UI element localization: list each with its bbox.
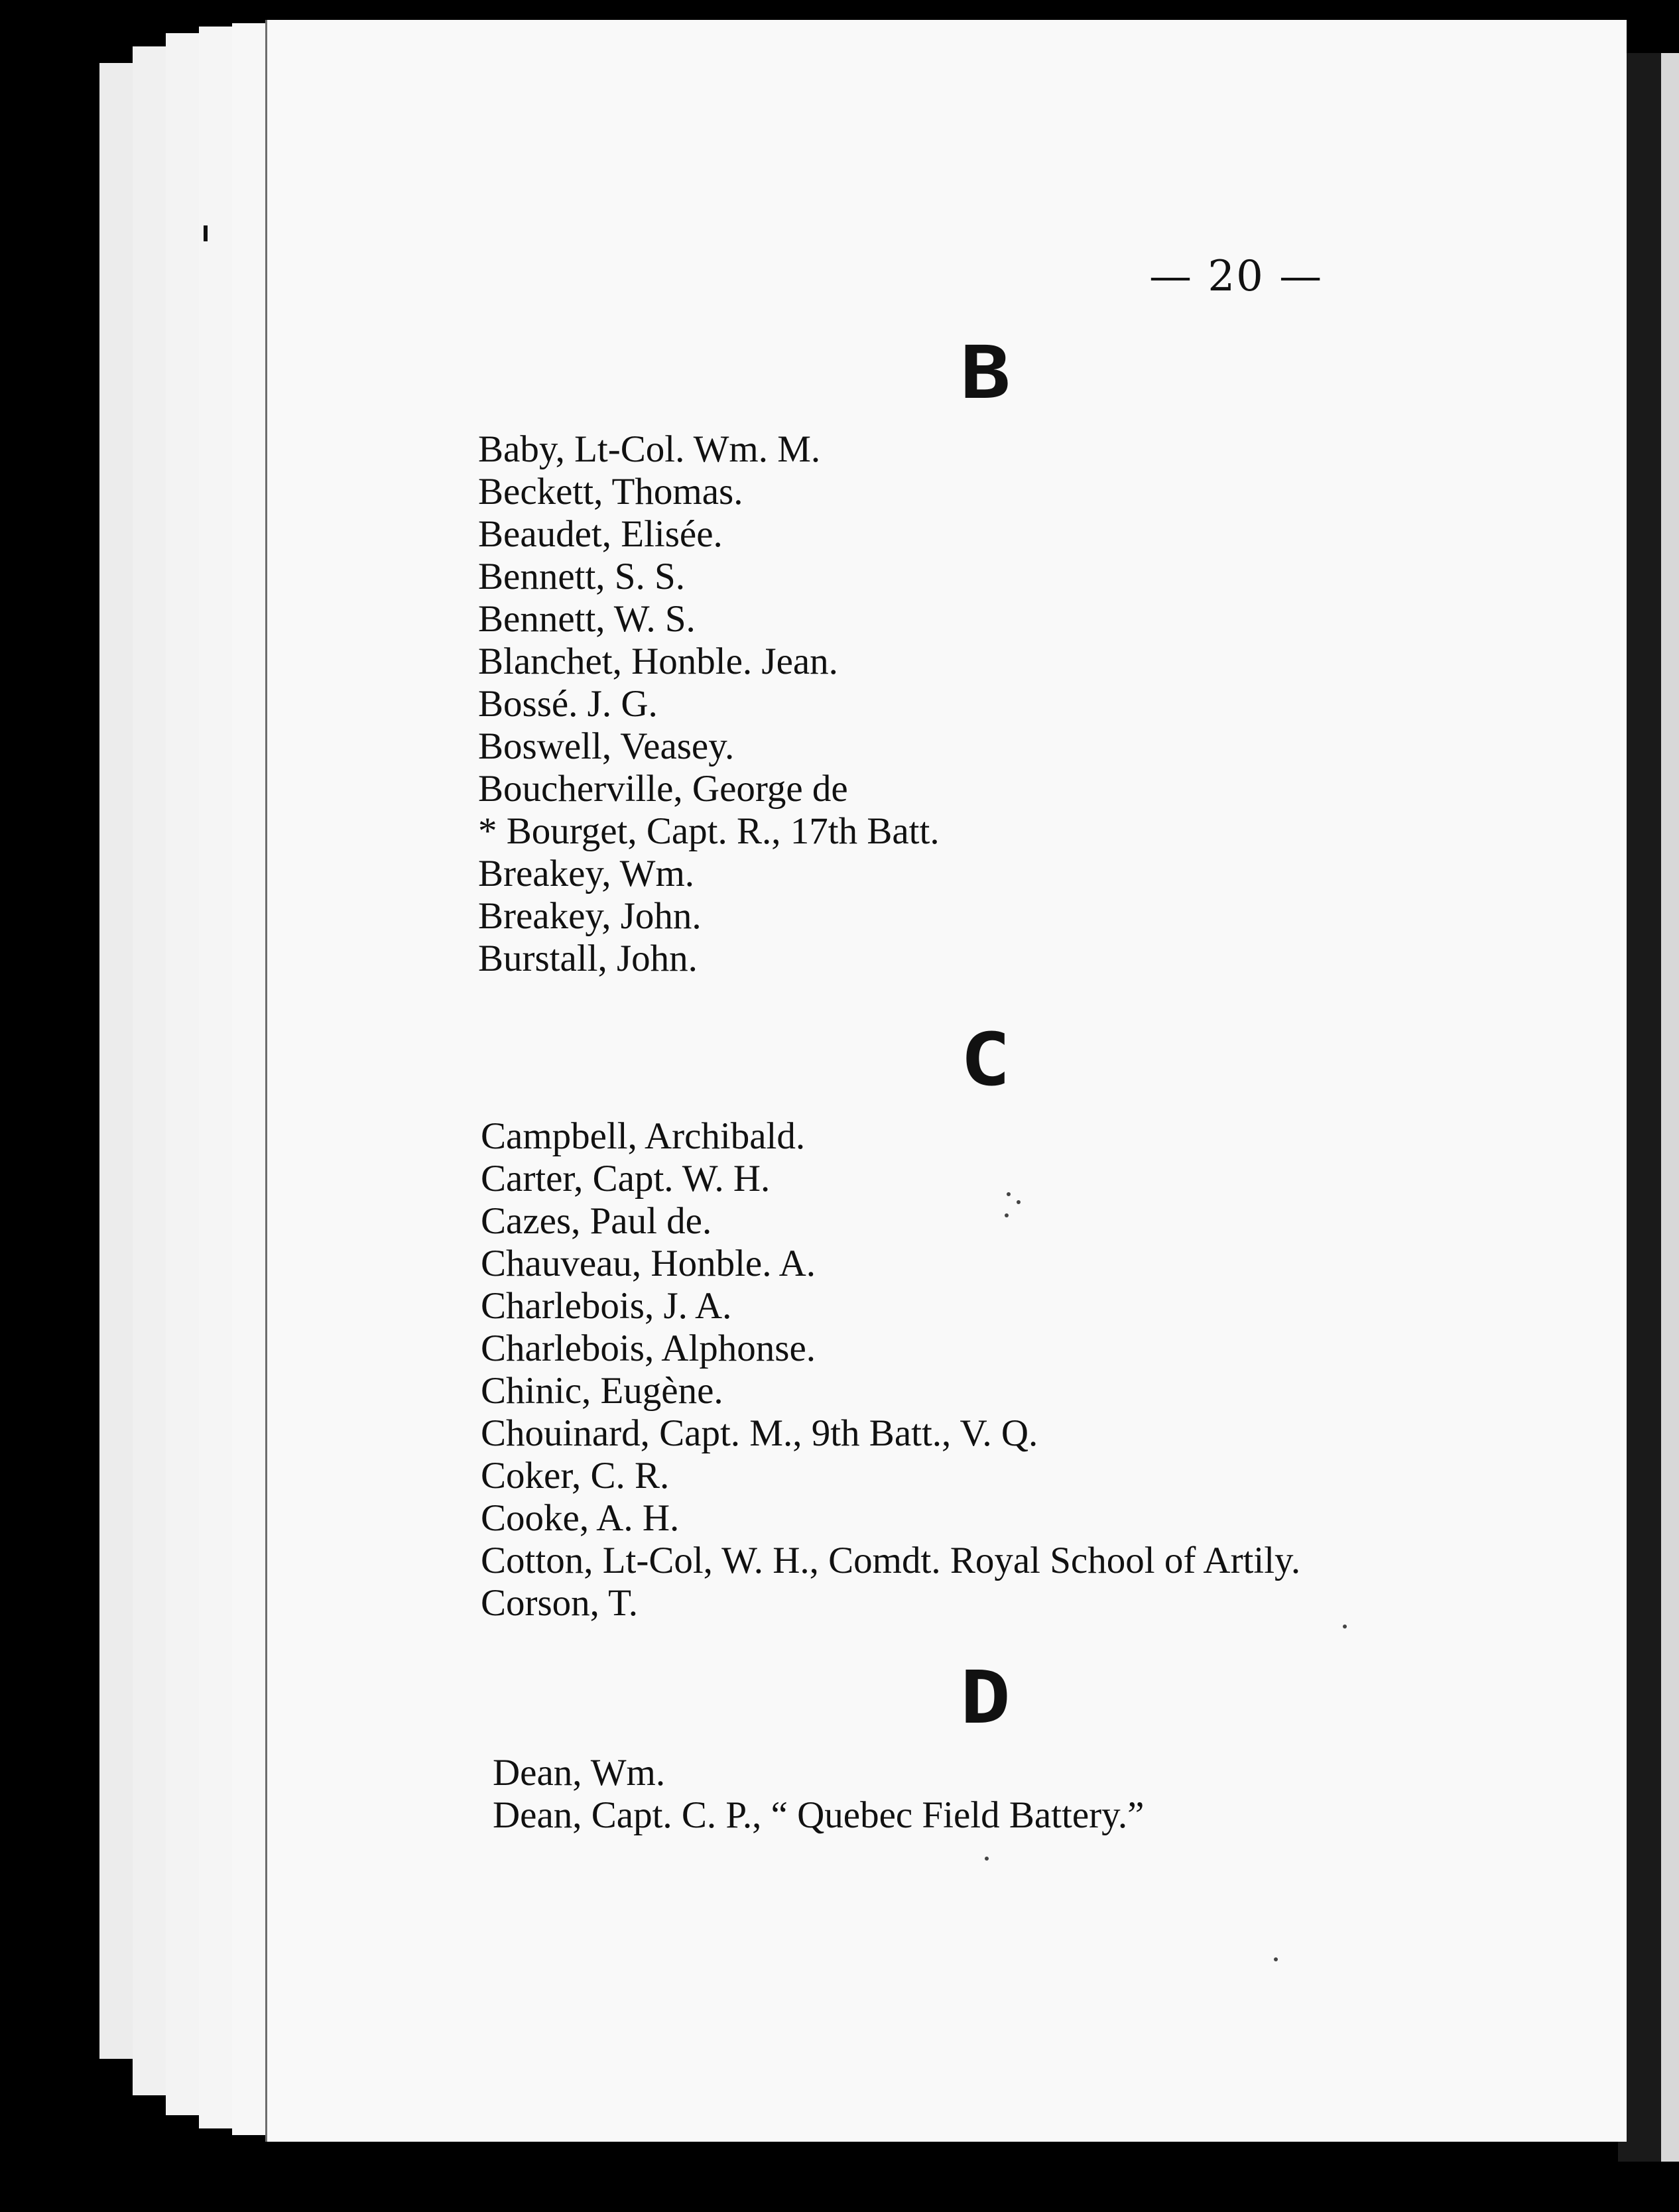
- list-item: Corson, T.: [481, 1582, 638, 1624]
- list-item: * Bourget, Capt. R., 17th Batt.: [478, 810, 940, 852]
- book-gutter-edge: [1661, 53, 1679, 2162]
- list-item: Boswell, Veasey.: [478, 725, 735, 767]
- speck: [1274, 1957, 1278, 1961]
- list-item: Blanchet, Honble. Jean.: [478, 641, 838, 682]
- list-item: Burstall, John.: [478, 938, 698, 979]
- list-item: Chauveau, Honble. A.: [481, 1243, 816, 1284]
- list-item: Charlebois, Alphonse.: [481, 1327, 816, 1369]
- list-item: Dean, Capt. C. P., “ Quebec Field Battery.”: [493, 1794, 1145, 1836]
- speck: [985, 1857, 989, 1861]
- section-letter-d: D: [960, 1655, 1011, 1740]
- speck: [1343, 1625, 1347, 1628]
- list-item: Beaudet, Elisée.: [478, 513, 723, 555]
- list-item: Campbell, Archibald.: [481, 1115, 806, 1157]
- list-item: Chouinard, Capt. M., 9th Batt., V. Q.: [481, 1412, 1038, 1454]
- section-letter-c: C: [960, 1017, 1011, 1102]
- list-item: Bennett, W. S.: [478, 598, 696, 640]
- list-item: Charlebois, J. A.: [481, 1285, 732, 1327]
- section-letter-b: B: [960, 330, 1011, 415]
- list-item: Boucherville, George de: [478, 768, 848, 810]
- list-item: Cotton, Lt-Col, W. H., Comdt. Royal School of Artily.: [481, 1540, 1301, 1581]
- list-item: Coker, C. R.: [481, 1455, 670, 1497]
- list-item: Bennett, S. S.: [478, 556, 685, 597]
- list-item: Breakey, Wm.: [478, 853, 695, 894]
- list-item: Carter, Capt. W. H.: [481, 1158, 771, 1199]
- list-item: Bossé. J. G.: [478, 683, 658, 725]
- speck: [1007, 1192, 1011, 1196]
- page-number: — 20 —: [1149, 252, 1324, 301]
- margin-mark: [204, 225, 208, 241]
- list-item: Cooke, A. H.: [481, 1497, 680, 1539]
- list-item: Cazes, Paul de.: [481, 1200, 712, 1242]
- list-item: Chinic, Eugène.: [481, 1370, 723, 1412]
- list-item: Baby, Lt-Col. Wm. M.: [478, 428, 821, 470]
- book-page: [265, 20, 1627, 2142]
- speck: [1017, 1200, 1021, 1204]
- section-b-list: [478, 428, 940, 980]
- list-item: Beckett, Thomas.: [478, 471, 743, 513]
- section-d-list: [493, 1752, 1144, 1837]
- list-item: Breakey, John.: [478, 895, 702, 937]
- list-item: Dean, Wm.: [493, 1752, 666, 1794]
- speck: [1005, 1213, 1009, 1217]
- section-c-list: [481, 1115, 1300, 1625]
